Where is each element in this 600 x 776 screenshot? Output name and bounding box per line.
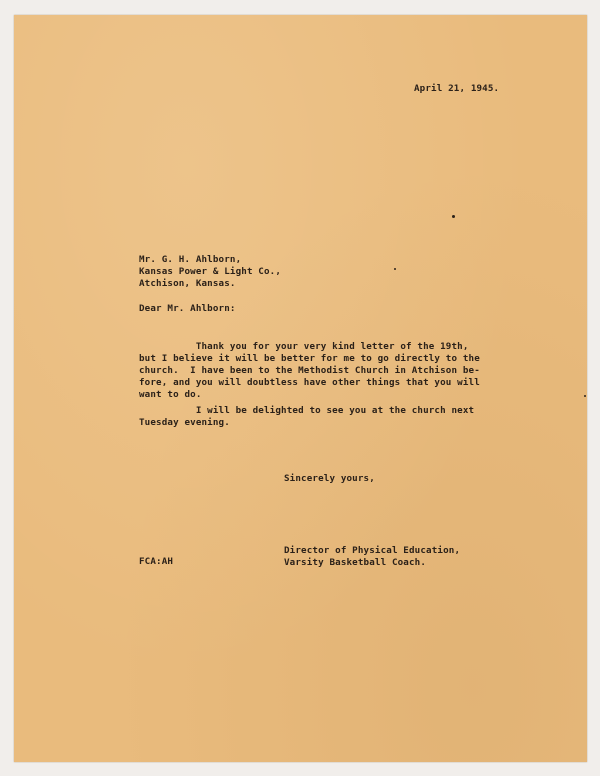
recipient-address	[139, 254, 281, 290]
letter-date: April 21, 1945.	[414, 83, 500, 94]
paragraph-line: want to do.	[139, 389, 202, 400]
closing: Sincerely yours,	[284, 473, 375, 484]
paper-speck	[394, 268, 396, 270]
paragraph-line: Thank you for your very kind letter of the 19th,	[139, 341, 469, 352]
signature-block	[284, 545, 460, 569]
body-paragraph-2	[139, 405, 474, 429]
recipient-company: Kansas Power & Light Co.,	[139, 266, 282, 277]
typist-initials: FCA:AH	[139, 556, 174, 567]
recipient-city: Atchison, Kansas.	[139, 278, 236, 289]
letter-page	[14, 15, 587, 762]
signature-subtitle: Varsity Basketball Coach.	[284, 557, 427, 568]
paper-speck	[452, 215, 455, 218]
salutation: Dear Mr. Ahlborn:	[139, 303, 236, 314]
paper-speck	[584, 395, 586, 397]
paragraph-line: I will be delighted to see you at the church next	[139, 405, 475, 416]
paragraph-line: church. I have been to the Methodist Church in Atchison be-	[139, 365, 480, 376]
paragraph-line: fore, and you will doubtless have other things that you will	[139, 377, 480, 388]
body-paragraph-1	[139, 341, 480, 401]
paragraph-line: but I believe it will be better for me to go directly to the	[139, 353, 480, 364]
recipient-name: Mr. G. H. Ahlborn,	[139, 254, 242, 265]
paragraph-line: Tuesday evening.	[139, 417, 230, 428]
signature-title: Director of Physical Education,	[284, 545, 461, 556]
